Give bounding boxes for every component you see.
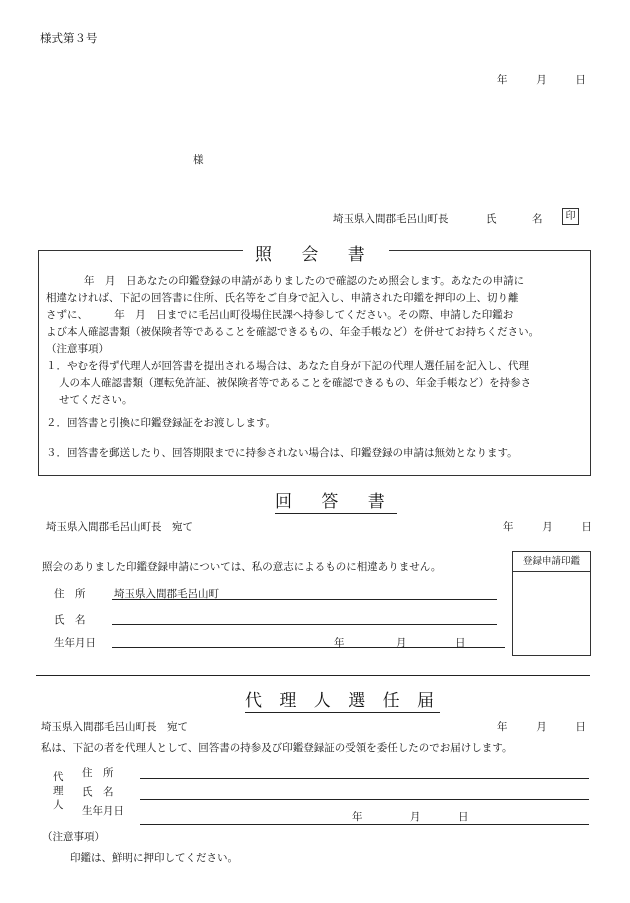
date-month-label: 月	[536, 721, 547, 733]
date-day-label: 日	[575, 74, 586, 86]
inquiry-notes-heading: （注意事項）	[46, 343, 109, 355]
proxy-notes-heading: （注意事項）	[42, 831, 105, 843]
date-year-label: 年	[497, 74, 508, 86]
date-month-label: 月	[542, 521, 553, 533]
proxy-date	[497, 719, 586, 734]
inquiry-note-2: ２．回答書と引換に印鑑登録証をお渡しします。	[46, 417, 277, 429]
reply-title: 回 答 書	[275, 492, 397, 512]
inquiry-note-3: ３．回答書を郵送したり、回答期限までに持参されない場合は、印鑑登録の申請は無効となります。	[46, 447, 518, 459]
inquiry-body-line: 相違なければ、下記の回答書に住所、氏名等をご自身で記入し、申請された印鑑を押印の上、切り離	[46, 292, 519, 304]
reply-statement: 照会のありました印鑑登録申請については、私の意志によるものに相違ありません。	[42, 561, 442, 573]
date-year-label: 年	[497, 721, 508, 733]
header-date	[497, 72, 586, 87]
proxy-statement: 私は、下記の者を代理人として、回答書の持参及び印鑑登録証の受領を委任したのでお届けします。	[41, 742, 513, 754]
inquiry-note-1-line: １．やむを得ず代理人が回答書を提出される場合は、あなた自身が下記の代理人選任届を記入し、代理	[46, 360, 529, 372]
reply-birth-year: 年	[334, 637, 345, 649]
seal-box-label: 登録申請印鑑	[513, 552, 590, 572]
inquiry-body	[46, 273, 592, 409]
proxy-name-label: 氏 名	[82, 786, 114, 798]
proxy-address-line[interactable]	[140, 778, 589, 779]
sender-name-label-1: 氏	[486, 213, 497, 225]
inquiry-note-1-line: 人の本人確認書類（運転免許証、被保険者等であることを確認できるもの、年金手帳など）を持参さ	[59, 377, 532, 389]
inquiry-body-line: 年 月 日あなたの印鑑登録の申請がありましたので確認のため照会します。あなたの申請に	[84, 275, 525, 287]
inquiry-body-line: さずに、 年 月 日までに毛呂山町役場住民課へ持参してください。その際、申請した印鑑お	[46, 309, 514, 321]
reply-name-line[interactable]	[112, 624, 497, 625]
sender-name-label-2: 名	[532, 213, 543, 225]
proxy-birth-label: 生年月日	[82, 805, 124, 817]
reply-birth-label: 生年月日	[54, 637, 96, 649]
date-day-label: 日	[575, 721, 586, 733]
reply-address-line[interactable]	[112, 599, 497, 600]
proxy-note: 印鑑は、鮮明に押印してください。	[70, 852, 238, 864]
reply-birth-month: 月	[396, 637, 407, 649]
reply-name-label: 氏 名	[54, 614, 86, 626]
inquiry-title: 照 会 書	[243, 240, 389, 265]
proxy-address-label: 住 所	[82, 767, 114, 779]
addressee-honorific: 様	[193, 154, 204, 166]
proxy-addressee: 埼玉県入間郡毛呂山町長 宛て	[41, 721, 188, 733]
proxy-birth-month: 月	[410, 811, 421, 823]
proxy-name-line[interactable]	[140, 799, 589, 800]
date-month-label: 月	[536, 74, 547, 86]
sender-office: 埼玉県入間郡毛呂山町長	[333, 213, 449, 225]
reply-birth-day: 日	[455, 637, 466, 649]
section-divider	[36, 675, 590, 676]
proxy-side-label: 代 理 人	[53, 771, 64, 811]
reply-birth-line[interactable]	[112, 647, 505, 648]
reply-date	[503, 519, 592, 534]
inquiry-note-1-line: せてください。	[59, 394, 133, 406]
form-number: 様式第３号	[40, 31, 98, 45]
seal-box[interactable]	[512, 551, 591, 656]
reply-addressee: 埼玉県入間郡毛呂山町長 宛て	[46, 521, 193, 533]
date-year-label: 年	[503, 521, 514, 533]
proxy-birth-year: 年	[352, 811, 363, 823]
reply-address-label: 住 所	[54, 588, 86, 600]
seal-mark: 印	[562, 208, 579, 225]
proxy-birth-line[interactable]	[140, 824, 589, 825]
reply-address-value: 埼玉県入間郡毛呂山町	[114, 588, 219, 600]
proxy-birth-day: 日	[458, 811, 469, 823]
date-day-label: 日	[581, 521, 592, 533]
inquiry-body-line: よび本人確認書類（被保険者等であることを確認できるもの、年金手帳など）を併せてお持ちください。	[46, 326, 540, 338]
proxy-title: 代 理 人 選 任 届	[245, 691, 441, 711]
